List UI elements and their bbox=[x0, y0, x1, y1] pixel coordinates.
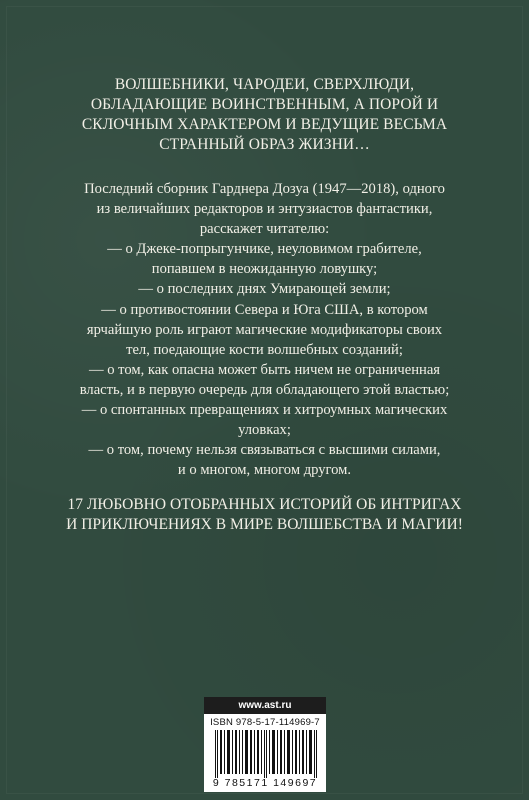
barcode-digits: 9 785171 149697 bbox=[212, 777, 318, 789]
body-line: власть, и в первую очередь для обладающего этой властью; bbox=[79, 381, 450, 398]
barcode-icon bbox=[214, 730, 318, 778]
headline-line: ВОЛШЕБНИКИ, ЧАРОДЕИ, СВЕРХЛЮДИ, bbox=[114, 76, 415, 93]
headline bbox=[0, 75, 529, 155]
body-line: и о многом, многом другом. bbox=[177, 462, 352, 479]
body-line: — о спонтанных превращениях и хитроумных магических bbox=[81, 402, 448, 419]
tagline-line: 17 ЛЮБОВНО ОТОБРАННЫХ ИСТОРИЙ ОБ ИНТРИГАХ bbox=[67, 496, 462, 513]
body-line: тел, поедающие кости волшебных созданий; bbox=[126, 341, 403, 358]
annotation-text bbox=[0, 179, 529, 480]
body-line: — о том, почему нельзя связываться с высшими силами, bbox=[88, 442, 441, 459]
body-line: уловках; bbox=[238, 422, 291, 439]
body-line: — о последних днях Умирающей земли; bbox=[138, 281, 391, 298]
isbn-barcode-block bbox=[204, 697, 326, 792]
headline-line: СКЛОЧНЫМ ХАРАКТЕРОМ И ВЕДУЩИЕ ВЕСЬМА bbox=[81, 116, 448, 133]
body-line: ярчайшую роль играют магические модификаторы своих bbox=[86, 321, 443, 338]
body-line: Последний сборник Гарднера Дозуа (1947—2018), одного bbox=[84, 181, 445, 197]
headline-line: ОБЛАДАЮЩИЕ ВОИНСТВЕННЫМ, А ПОРОЙ И bbox=[90, 96, 439, 113]
publisher-site: www.ast.ru bbox=[204, 697, 326, 714]
tagline-line: И ПРИКЛЮЧЕНИЯХ В МИРЕ ВОЛШЕБСТВА И МАГИИ! bbox=[66, 516, 463, 533]
body-line: — о том, как опасна может быть ничем не ограниченная bbox=[88, 361, 441, 378]
body-line: из величайших редакторов и энтузиастов фантастики, bbox=[96, 201, 433, 218]
tagline bbox=[0, 495, 529, 535]
headline-line: СТРАННЫЙ ОБРАЗ ЖИЗНИ… bbox=[159, 136, 370, 153]
body-line: — о противостоянии Севера и Юга США, в котором bbox=[101, 301, 428, 318]
body-line: — о Джеке-попрыгунчике, неуловимом грабителе, bbox=[107, 241, 422, 258]
isbn-number: ISBN 978-5-17-114969-7 bbox=[210, 717, 320, 728]
body-line: попавшем в неожиданную ловушку; bbox=[151, 261, 378, 278]
body-line: расскажет читателю: bbox=[199, 221, 330, 238]
